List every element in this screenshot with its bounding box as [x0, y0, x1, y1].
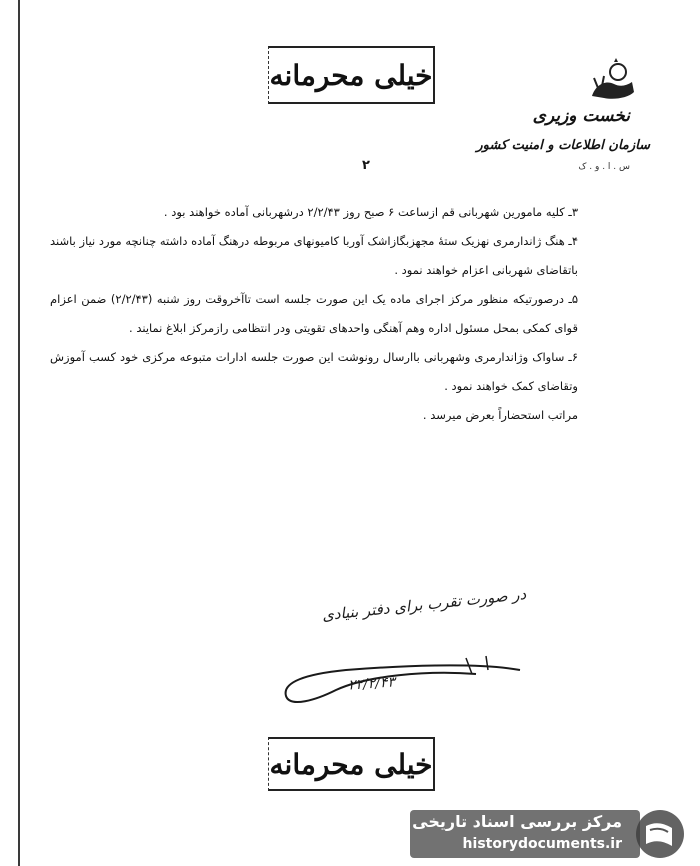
page-number: ۲ — [362, 158, 370, 173]
paragraph-item-5: ۵ـ درصورتیکه منظور مرکز اجرای ماده یک این صورت جلسه است تاآخروقت روز شنبه (۲/۲/۴۳) ضمن اعزام قوای کمکی بمحل مسئول اداره وهم آهنگی واحدهای تقویتی ودر انتظامی رازمرکز ابلاغ نمایند . — [50, 292, 579, 335]
binding-edge-line — [18, 0, 20, 866]
handwritten-note — [296, 585, 526, 625]
organization-subtitle: سازمان اطلاعات و امنیت کشور — [476, 138, 650, 153]
paragraph-item-3: ۳ـ کلیه مامورین شهربانی قم ازساعت ۶ صبح روز ۲/۲/۴۳ درشهربانی آماده خواهند بود . — [163, 205, 578, 219]
signature-icon — [276, 640, 526, 710]
watermark-title: مرکز بررسی اسناد تاریخی — [412, 812, 622, 831]
lion-and-sun-emblem-icon — [584, 58, 640, 104]
watermark-url: historydocuments.ir — [462, 836, 622, 852]
document-body — [50, 198, 578, 430]
handwritten-note-text: در صورت تقرب برای دفتر بنیادی — [321, 585, 527, 625]
handwritten-date: ۲۲/۲/۴۳ — [347, 674, 396, 694]
classification-stamp-bottom: خیلی محرمانه — [268, 737, 435, 791]
watermark — [410, 806, 696, 862]
classification-stamp-top: خیلی محرمانه — [268, 46, 435, 104]
archive-logo-icon — [628, 806, 692, 862]
paragraph-item-4: ۴ـ هنگ ژاندارمری نهزیک ستهٔ مجهزبگازاشک آوربا کامیونهای مربوطه درهنگ آماده داشته چنانچه مورد نیاز باشند باتقاضای شهربانی اعزام خواهند نمود . — [50, 234, 578, 277]
paragraph-item-6: ۶ـ ساواک وژاندارمری وشهربانی باارسال رونوشت این صورت جلسه ادارات متبوعه مرکزی خود کسب آموزش وتقاضای کمک خواهند نمود . — [50, 350, 578, 393]
organization-code: س . ا . و . ک — [578, 162, 630, 172]
closing-line: مراتب استحضاراً بعرض میرسد . — [422, 408, 578, 422]
organization-title: نخست وزیری — [532, 106, 630, 126]
